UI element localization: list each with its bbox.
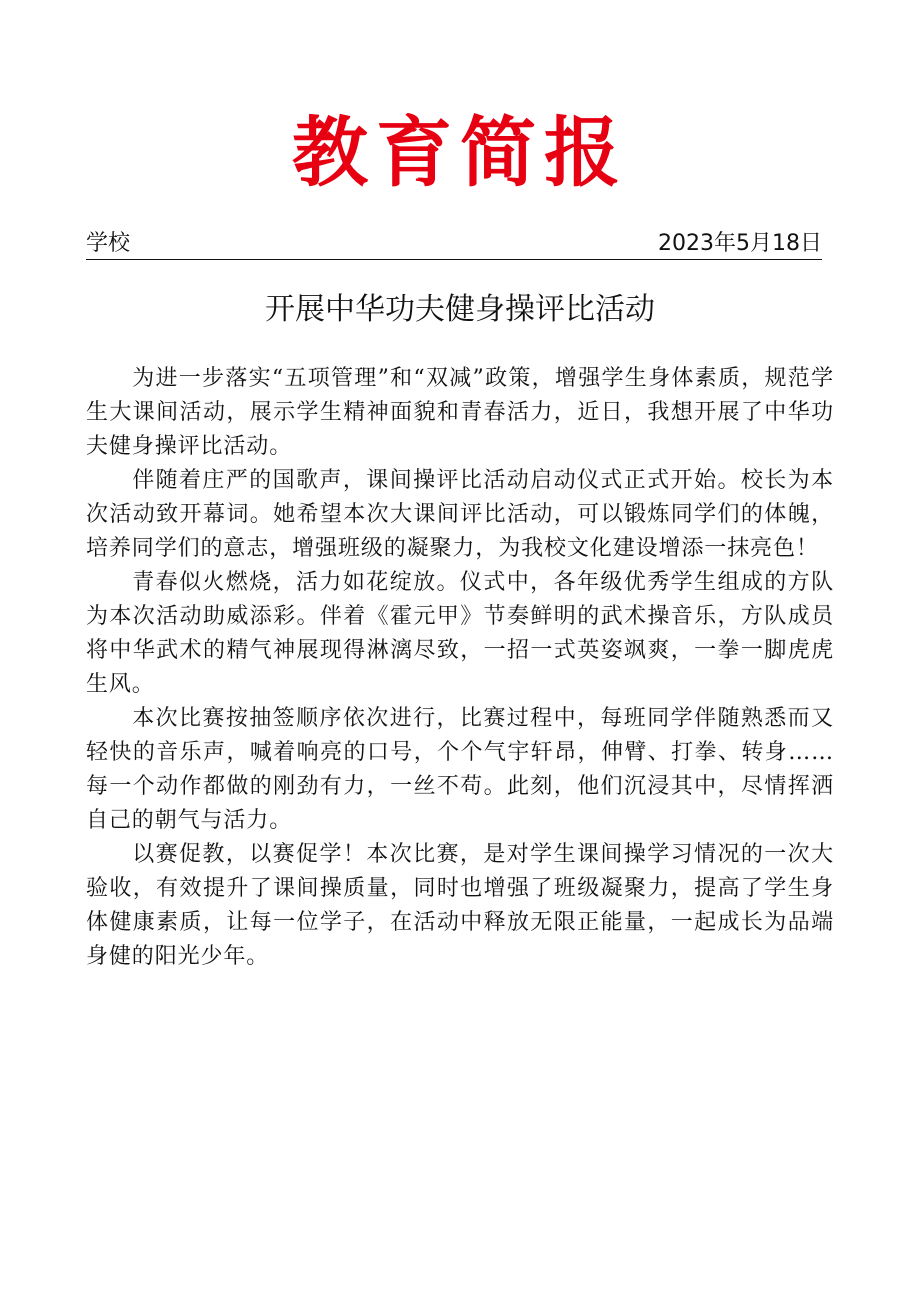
paragraph: 为进一步落实“五项管理”和“双减”政策，增强学生身体素质，规范学生大课间活动，展示学生精神面貌和青春活力，近日，我想开展了中华功夫健身操评比活动。 xyxy=(86,366,834,459)
article-title: 开展中华功夫健身操评比活动 xyxy=(265,292,655,327)
article-body xyxy=(86,362,834,974)
header-divider xyxy=(86,259,822,260)
paragraph: 以赛促教，以赛促学！本次比赛，是对学生课间操学习情况的一次大验收，有效提升了课间操质量，同时也增强了班级凝聚力，提高了学生身体健康素质，让每一位学子，在活动中释放无限正能量，一起成长为品端身健的阳光少年。 xyxy=(86,842,834,969)
paragraph: 本次比赛按抽签顺序依次进行，比赛过程中，每班同学伴随熟悉而又轻快的音乐声，喊着响亮的口号，个个气宇轩昂，伸臂、打拳、转身……每一个动作都做的刚劲有力，一丝不苟。此刻，他们沉浸其中，尽情挥洒自己的朝气与活力。 xyxy=(86,706,834,833)
paragraph: 伴随着庄严的国歌声，课间操评比活动启动仪式正式开始。校长为本次活动致开幕词。她希望本次大课间评比活动，可以锻炼同学们的体魄，培养同学们的意志，增强班级的凝聚力，为我校文化建设增添一抹亮色！ xyxy=(86,468,834,561)
issue-date: 2023年5月18日 xyxy=(658,231,822,256)
school-label: 学校 xyxy=(86,231,131,256)
info-row xyxy=(86,228,822,260)
paragraph: 青春似火燃烧，活力如花绽放。仪式中，各年级优秀学生组成的方队为本次活动助威添彩。伴着《霍元甲》节奏鲜明的武术操音乐，方队成员将中华武术的精气神展现得淋漓尽致，一招一式英姿飒爽，一拳一脚虎虎生风。 xyxy=(86,570,834,697)
masthead-title: 教育简报 xyxy=(292,108,628,197)
